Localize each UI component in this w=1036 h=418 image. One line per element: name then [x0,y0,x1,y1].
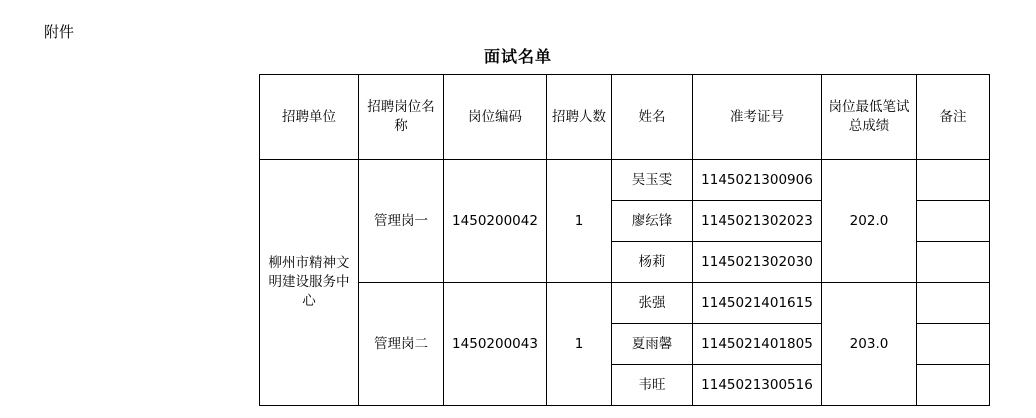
cell-candidate-name: 吴玉雯 [612,160,693,201]
page-title: 面试名单 [483,47,552,66]
cell-candidate-name: 廖纭锋 [612,201,693,242]
cell-exam-id: 1145021302023 [693,201,822,242]
cell-note [917,201,990,242]
cell-exam-id: 1145021302030 [693,242,822,283]
cell-recruiting-unit: 柳州市精神文明建设服务中心 [260,160,359,406]
cell-note [917,283,990,324]
cell-post-code: 1450200042 [444,160,547,283]
cell-min-score: 203.0 [822,283,917,406]
cell-post-code: 1450200043 [444,283,547,406]
table-header-row [260,75,990,160]
header-recruiting-unit: 招聘单位 [260,75,359,160]
cell-note [917,365,990,406]
table-row [260,283,990,324]
cell-post-name: 管理岗一 [359,160,444,283]
cell-candidate-name: 夏雨馨 [612,324,693,365]
cell-candidate-name: 张强 [612,283,693,324]
interview-name-list-table [259,74,990,406]
interview-name-list-table-wrapper [259,74,967,406]
cell-note [917,242,990,283]
cell-headcount: 1 [547,160,612,283]
table-header [260,75,990,160]
header-exam-id: 准考证号 [693,75,822,160]
cell-exam-id: 1145021300516 [693,365,822,406]
cell-candidate-name: 韦旺 [612,365,693,406]
cell-post-name: 管理岗二 [359,283,444,406]
header-post-code: 岗位编码 [444,75,547,160]
cell-headcount: 1 [547,283,612,406]
cell-note [917,160,990,201]
table-body [260,160,990,406]
cell-min-score: 202.0 [822,160,917,283]
header-candidate-name: 姓名 [612,75,693,160]
cell-note [917,324,990,365]
attachment-label: 附件 [44,23,75,41]
cell-exam-id: 1145021401805 [693,324,822,365]
header-note: 备注 [917,75,990,160]
cell-exam-id: 1145021401615 [693,283,822,324]
cell-candidate-name: 杨莉 [612,242,693,283]
cell-exam-id: 1145021300906 [693,160,822,201]
header-headcount: 招聘人数 [547,75,612,160]
table-row [260,160,990,201]
header-min-score: 岗位最低笔试总成绩 [822,75,917,160]
header-post-name: 招聘岗位名称 [359,75,444,160]
